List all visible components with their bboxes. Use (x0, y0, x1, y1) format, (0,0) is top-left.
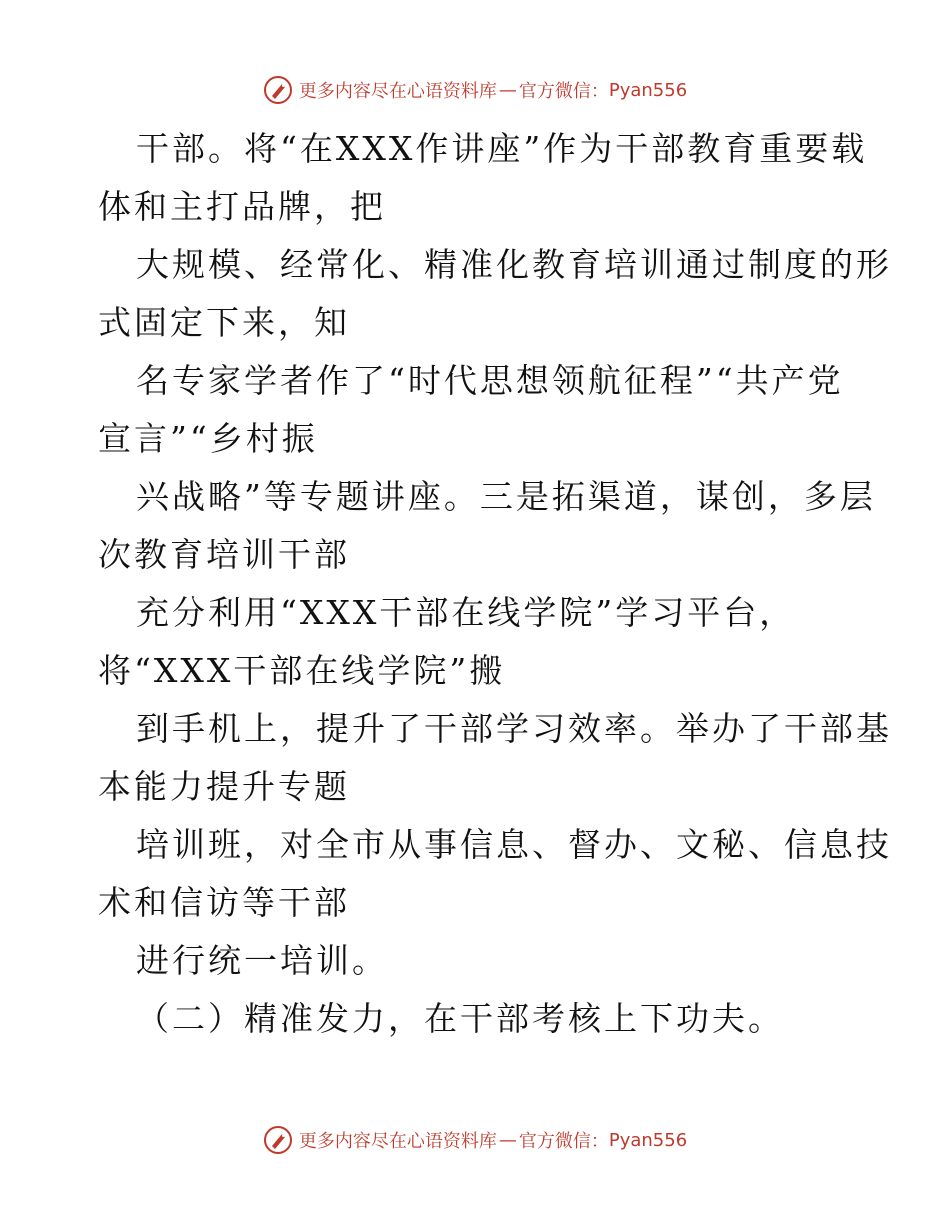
text-line: 充分利用“XXX干部在线学院”学习平台， (136, 593, 796, 632)
text-line: 体和主打品牌，把 (98, 187, 386, 226)
text-line: 兴战略”等专题讲座。三是拓渠道，谋创，多层 (136, 477, 876, 516)
text-line: 名专家学者作了“时代思想领航征程”“共产党 (136, 361, 844, 400)
watermark-text: 更多内容尽在心语资料库 (298, 81, 497, 102)
header-watermark (0, 70, 950, 110)
fountain-pen-logo-icon (263, 75, 293, 105)
text-line: 术和信访等干部 (98, 883, 350, 922)
watermark-separator: — (498, 79, 517, 101)
watermark-handle: Pyan556 (608, 79, 688, 101)
section-heading: （二）精准发力，在干部考核上下功夫。 (136, 999, 784, 1038)
document-body (98, 120, 892, 1048)
watermark-wechat-label: 官方微信： (518, 81, 609, 102)
text-line: 将“XXX干部在线学院”搬 (98, 651, 506, 690)
text-line: 干部。将“在XXX作讲座”作为干部教育重要载 (136, 129, 868, 168)
text-line: 本能力提升专题 (98, 767, 350, 806)
watermark-handle: Pyan556 (608, 1129, 688, 1151)
text-line: 培训班，对全市从事信息、督办、文秘、信息技 (136, 825, 892, 864)
text-line: 进行统一培训。 (136, 941, 388, 980)
fountain-pen-logo-icon (263, 1125, 293, 1155)
text-line: 大规模、经常化、精准化教育培训通过制度的形 (136, 245, 892, 284)
footer-watermark (0, 1120, 950, 1160)
text-line: 次教育培训干部 (98, 535, 350, 574)
text-line: 宣言”“乡村振 (98, 419, 318, 458)
text-line: 式固定下来，知 (98, 303, 350, 342)
text-line: 到手机上，提升了干部学习效率。举办了干部基 (136, 709, 892, 748)
watermark-wechat-label: 官方微信： (518, 1131, 609, 1152)
watermark-separator: — (498, 1129, 517, 1151)
watermark-text: 更多内容尽在心语资料库 (298, 1131, 497, 1152)
